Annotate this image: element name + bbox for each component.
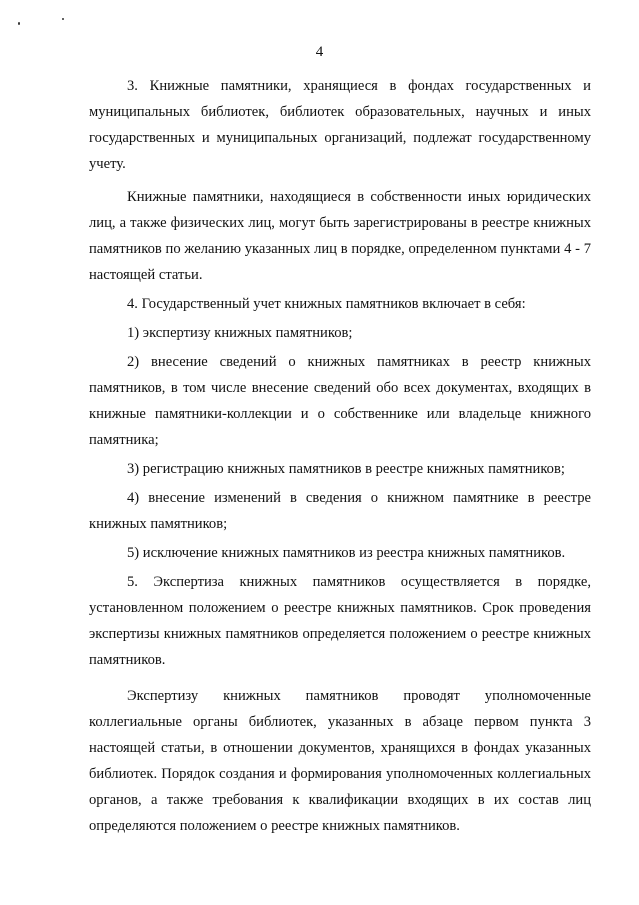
paragraph-item-4: 4. Государственный учет книжных памятников включает в себя: — [127, 296, 526, 312]
page-number: 4 — [315, 44, 324, 60]
list-item-registration: 3) регистрацию книжных памятников в реестре книжных памятников; — [127, 461, 565, 477]
list-item-registry-entry: 2) внесение сведений о книжных памятниках в реестр книжных памятников, в том числе внесение сведений обо всех документах, входящих в книжные памятники-коллекции и о собственнике или владельце книжного памятника; — [89, 354, 591, 448]
list-item-expertise: 1) экспертизу книжных памятников; — [127, 325, 353, 341]
paragraph-item-3: 3. Книжные памятники, хранящиеся в фондах государственных и муниципальных библиотек, библиотек образовательных, научных и иных государственных и муниципальных организаций, подлежат государственному учету. — [89, 78, 591, 172]
paragraph-item-5: 5. Экспертиза книжных памятников осуществляется в порядке, установленном положением о реестре книжных памятников. Срок проведения экспертизы книжных памятников определяется положением о реестре книжных памятников. — [89, 574, 591, 668]
paragraph-expertise-bodies: Экспертизу книжных памятников проводят уполномоченные коллегиальные органы библиотек, указанных в абзаце первом пункта 3 настоящей статьи, в отношении документов, хранящихся в фондах указанных библиотек. Порядок создания и формирования уполномоченных коллегиальных органов, а также требования к квалификации входящих в их состав лиц определяются положением о реестре книжных памятников. — [89, 688, 591, 834]
list-item-exclusion: 5) исключение книжных памятников из реестра книжных памятников. — [127, 545, 566, 561]
document-body — [89, 73, 591, 839]
scan-speck — [62, 18, 64, 20]
paragraph-other-owners: Книжные памятники, находящиеся в собственности иных юридических лиц, а также физических лиц, могут быть зарегистрированы в реестре книжных памятников по желанию указанных лиц в порядке, определенном пунктами 4 - 7 настоящей статьи. — [89, 189, 591, 283]
list-item-changes: 4) внесение изменений в сведения о книжном памятнике в реестре книжных памятников; — [89, 490, 591, 532]
scan-speck — [18, 22, 20, 25]
